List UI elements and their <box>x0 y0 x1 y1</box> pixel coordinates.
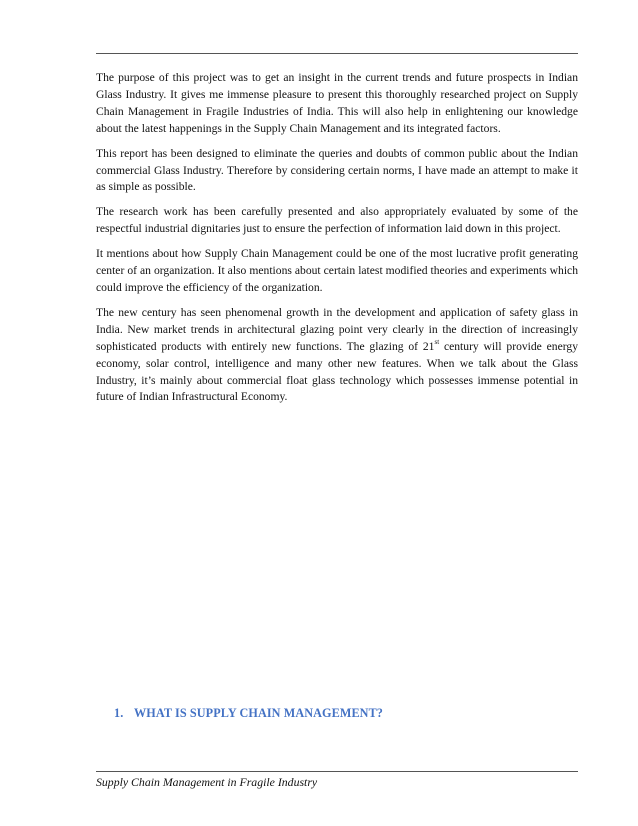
paragraph-profit-center: It mentions about how Supply Chain Management could be one of the most lucrative profit generating center of an organization. It also mentions about certain latest modified theories and experiments which could improve the efficiency of the organization. <box>96 247 578 294</box>
paragraph-purpose: The purpose of this project was to get an insight in the current trends and future prospects in Indian Glass Industry. It gives me immense pleasure to present this thoroughly researched project on Supply Chain Management in Fragile Industries of India. This will also help in enlightening our knowledge about the latest happenings in the Supply Chain Management and its integrated factors. <box>96 71 578 135</box>
page-footer: Supply Chain Management in Fragile Industry <box>96 775 318 789</box>
section-title: WHAT IS SUPPLY CHAIN MANAGEMENT? <box>134 706 384 720</box>
paragraph-new-century-part2: century will provide energy economy, solar control, intelligence and many other new features. When we talk about the Glass Industry, it’s mainly about commercial float glass technology which possesses immense potential in future of Indian Infrastructural Economy. <box>96 339 578 404</box>
footer-divider <box>96 771 578 772</box>
body-text <box>96 70 578 414</box>
section-heading <box>114 706 383 721</box>
paragraph-new-century-part1: The new century has seen phenomenal growth in the development and application of safety glass in India. New market trends in architectural glazing point very clearly in the direction of increasingly sophisticated products with entirely new functions. The glazing of 21 <box>96 305 578 353</box>
header-divider <box>96 53 578 54</box>
section-number: 1. <box>114 706 124 720</box>
ordinal-superscript: st <box>434 337 440 346</box>
paragraph-research-work: The research work has been carefully presented and also appropriately evaluated by some of the respectful industrial dignitaries just to ensure the perfection of information laid down in this project. <box>96 205 578 236</box>
paragraph-report-design: This report has been designed to eliminate the queries and doubts of common public about the Indian commercial Glass Industry. Therefore by considering certain norms, I have made an attempt to make it as simple as possible. <box>96 146 578 194</box>
paragraph-new-century <box>96 305 578 406</box>
